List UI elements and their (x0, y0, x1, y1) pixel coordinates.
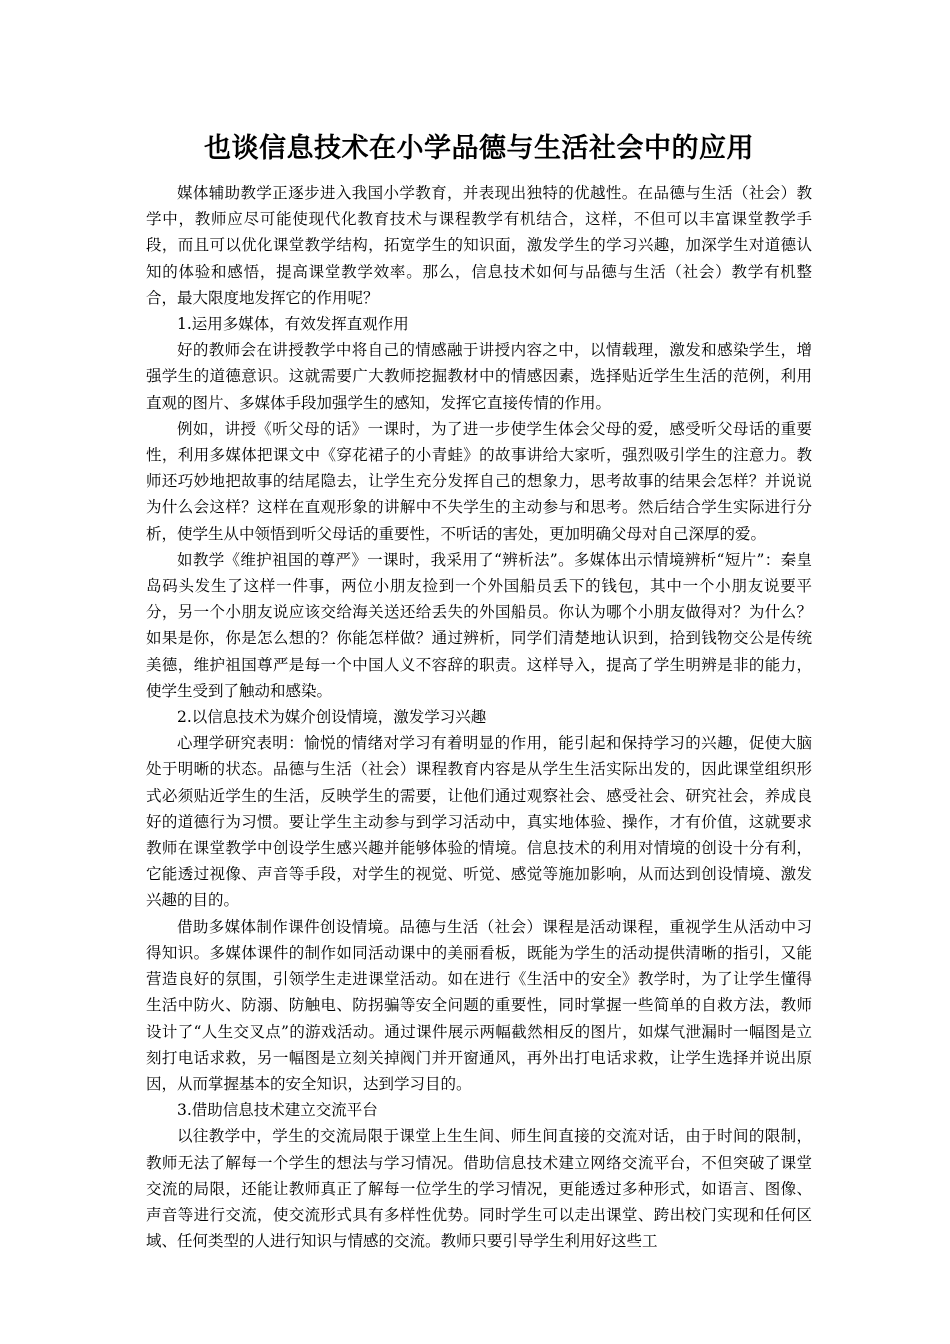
document-body (146, 180, 812, 1254)
body-paragraph: 媒体辅助教学正逐步进入我国小学教育，并表现出独特的优越性。在品德与生活（社会）教学中，教师应尽可能使现代化教育技术与课程教学有机结合，这样，不但可以丰富课堂教学手段，而且可以优化课堂教学结构，拓宽学生的知识面，激发学生的学习兴趣，加深学生对道德认知的体验和感悟，提高课堂教学效率。那么，信息技术如何与品德与生活（社会）教学有机整合，最大限度地发挥它的作用呢？ (146, 184, 812, 307)
document-title: 也谈信息技术在小学品德与生活社会中的应用 (204, 133, 754, 164)
body-paragraph: 借助多媒体制作课件创设情境。品德与生活（社会）课程是活动课程，重视学生从活动中习得知识。多媒体课件的制作如同活动课中的美丽看板，既能为学生的活动提供清晰的指引，又能营造良好的氛围，引领学生走进课堂活动。如在进行《生活中的安全》教学时，为了让学生懂得生活中防火、防溺、防触电、防拐骗等安全问题的重要性，同时掌握一些简单的自救方法，教师设计了“人生交叉点”的游戏活动。通过课件展示两幅截然相反的图片，如煤气泄漏时一幅图是立刻打电话求救，另一幅图是立刻关掉阀门并开窗通风，再外出打电话求救，让学生选择并说出原因，从而掌握基本的安全知识，达到学习目的。 (146, 917, 812, 1093)
body-paragraph: 以往教学中，学生的交流局限于课堂上生生间、师生间直接的交流对话，由于时间的限制，教师无法了解每一个学生的想法与学习情况。借助信息技术建立网络交流平台，不但突破了课堂交流的局限，还能让教师真正了解每一位学生的学习情况，更能透过多种形式，如语言、图像、声音等进行交流，使交流形式具有多样性优势。同时学生可以走出课堂、跨出校门实现和任何区域、任何类型的人进行知识与情感的交流。教师只要引导学生利用好这些工 (146, 1127, 812, 1251)
document-page (146, 128, 812, 1254)
body-paragraph: 心理学研究表明：愉悦的情绪对学习有着明显的作用，能引起和保持学习的兴趣，促使大脑处于明晰的状态。品德与生活（社会）课程教育内容是从学生生活实际出发的，因此课堂组织形式必须贴近学生的生活，反映学生的需要，让他们通过观察社会、感受社会、研究社会，养成良好的道德行为习惯。要让学生主动参与到学习活动中，真实地体验、操作，才有价值，这就要求教师在课堂教学中创设学生感兴趣并能够体验的情境。信息技术的利用对情境的创设十分有利，它能透过视像、声音等手段，对学生的视觉、听觉、感觉等施加影响，从而达到创设情境、激发兴趣的目的。 (146, 734, 812, 910)
body-paragraph: 好的教师会在讲授教学中将自己的情感融于讲授内容之中，以情载理，激发和感染学生，增强学生的道德意识。这就需要广大教师挖掘教材中的情感因素，选择贴近学生生活的范例，利用直观的图片、多媒体手段加强学生的感知，发挥它直接传情的作用。 (146, 341, 812, 412)
body-paragraph: 例如，讲授《听父母的话》一课时，为了进一步使学生体会父母的爱，感受听父母话的重要性，利用多媒体把课文中《穿花裙子的小青蛙》的故事讲给大家听，强烈吸引学生的注意力。教师还巧妙地把故事的结尾隐去，让学生充分发挥自己的想象力，思考故事的结果会怎样？并说说为什么会这样？这样在直观形象的讲解中不失学生的主动参与和思考。然后结合学生实际进行分析，使学生从中领悟到听父母话的重要性，不听话的害处，更加明确父母对自己深厚的爱。 (146, 419, 812, 543)
section-heading: 3.借助信息技术建立交流平台 (177, 1101, 378, 1120)
section-heading: 2.以信息技术为媒介创设情境，激发学习兴趣 (177, 708, 487, 727)
body-paragraph: 如教学《维护祖国的尊严》一课时，我采用了“辨析法”。多媒体出示情境辨析“短片”：秦皇岛码头发生了这样一件事，两位小朋友捡到一个外国船员丢下的钱包，其中一个小朋友说要平分，另一个小朋友说应该交给海关送还给丢失的外国船员。你认为哪个小朋友做得对？为什么？如果是你，你是怎么想的？你能怎样做？通过辨析，同学们清楚地认识到，拾到钱物交公是传统美德，维护祖国尊严是每一个中国人义不容辞的职责。这样导入，提高了学生明辨是非的能力，使学生受到了触动和感染。 (146, 550, 812, 700)
section-heading: 1.运用多媒体，有效发挥直观作用 (177, 315, 409, 334)
